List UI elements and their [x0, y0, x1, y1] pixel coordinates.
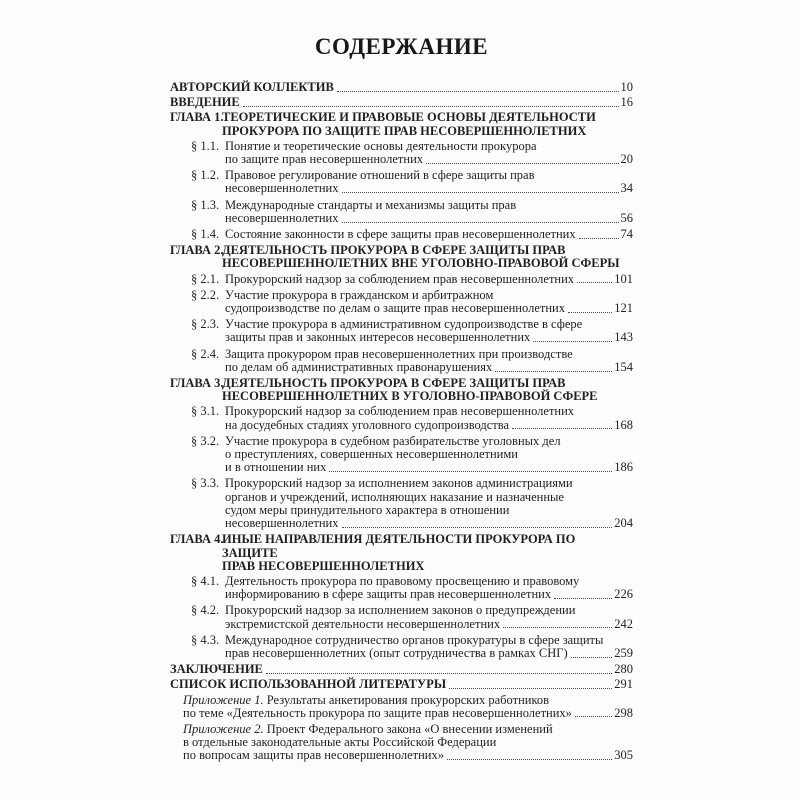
dot-leader: [577, 282, 612, 283]
entry-line: Участие прокурора в административном судопроизводстве в сфере: [225, 317, 583, 332]
dot-leader: [568, 312, 612, 313]
entry-line: Правовое регулирование отношений в сфере защиты прав: [225, 168, 535, 183]
entry-line: Прокурорский надзор за соблюдением прав несовершеннолетних: [225, 404, 575, 419]
entry-body: [225, 273, 633, 286]
dot-leader: [449, 688, 612, 689]
entry-line: Состояние законности в сфере защиты прав несовершеннолетних 74: [225, 227, 633, 242]
entry-line: Защита прокурором прав несовершеннолетних при производстве: [225, 346, 573, 361]
page-number: 168: [614, 417, 633, 432]
entry-line: по делам об административных правонарушениях 154: [225, 359, 633, 374]
entry-label: § 2.1.: [191, 271, 220, 286]
page-number: 259: [614, 645, 633, 660]
entry-line: СПИСОК ИСПОЛЬЗОВАННОЙ ЛИТЕРАТУРЫ 291: [170, 677, 633, 692]
entry-line: Деятельность прокурора по правовому просвещению и правовому: [225, 573, 580, 588]
page-number: 20: [620, 152, 633, 167]
entry-line: Участие прокурора в судебном разбирательстве уголовных дел: [225, 433, 561, 448]
dot-leader: [329, 471, 612, 472]
entry-label: § 2.3.: [191, 317, 220, 332]
entry-body: [225, 199, 633, 225]
entry-body: [183, 723, 633, 763]
entry-line: на досудебных стадиях уголовного судопроизводства 168: [225, 417, 633, 432]
entry-label: ГЛАВА 3.: [170, 376, 224, 391]
entry-body: [170, 663, 633, 676]
toc-entry: [191, 575, 633, 601]
toc-entry: [191, 169, 633, 195]
entry-line: о преступлениях, совершенных несовершеннолетними: [225, 447, 518, 462]
dot-leader: [571, 657, 613, 658]
toc-entry: [191, 477, 633, 530]
appendix-label: Приложение 1.: [183, 692, 267, 707]
dot-leader: [512, 428, 612, 429]
dot-leader: [575, 716, 612, 717]
entry-label: § 1.1.: [191, 138, 220, 153]
toc-entry: [170, 533, 633, 573]
page-number: 204: [614, 516, 633, 531]
page-number: 291: [614, 677, 633, 692]
entry-body: [225, 435, 633, 475]
toc-entry: [191, 318, 633, 344]
toc-entry: [191, 228, 633, 241]
entry-line: ЗАКЛЮЧЕНИЕ 280: [170, 662, 633, 677]
entry-body: [222, 377, 633, 403]
entry-line: ВВЕДЕНИЕ 16: [170, 95, 633, 110]
entry-label: § 4.2.: [191, 603, 220, 618]
entry-body: [225, 289, 633, 315]
entry-line: НЕСОВЕРШЕННОЛЕТНИХ В УГОЛОВНО-ПРАВОВОЙ СФЕРЕ: [222, 389, 598, 404]
entry-body: [225, 405, 633, 431]
entry-line: несовершеннолетних 34: [225, 181, 633, 196]
entry-label: § 1.4.: [191, 227, 220, 242]
entry-body: [222, 111, 633, 137]
entry-body: [225, 634, 633, 660]
entry-line: прав несовершеннолетних (опыт сотрудничества в рамках СНГ) 259: [225, 645, 633, 660]
dot-leader: [266, 673, 612, 674]
toc-entry: [170, 111, 633, 137]
toc-entry: [170, 377, 633, 403]
toc-entry: [191, 634, 633, 660]
page-number: 226: [614, 587, 633, 602]
toc-entry: [191, 604, 633, 630]
entry-label: § 1.2.: [191, 168, 220, 183]
page-number: 186: [614, 460, 633, 475]
entry-body: [225, 318, 633, 344]
toc-entry: [191, 273, 633, 286]
entry-line: Прокурорский надзор за соблюдением прав несовершеннолетних 101: [225, 271, 633, 286]
entry-line: Международное сотрудничество органов прокуратуры в сфере защиты: [225, 632, 604, 647]
entry-line: ПРОКУРОРА ПО ЗАЩИТЕ ПРАВ НЕСОВЕРШЕННОЛЕТНИХ: [222, 123, 587, 138]
entry-line: Понятие и теоретические основы деятельности прокурора: [225, 138, 537, 153]
entry-label: § 4.3.: [191, 632, 220, 647]
entry-line: НЕСОВЕРШЕННОЛЕТНИХ ВНЕ УГОЛОВНО-ПРАВОВОЙ СФЕРЫ: [222, 256, 620, 271]
toc-entry: [170, 244, 633, 270]
entry-body: [225, 348, 633, 374]
page-number: 298: [614, 705, 633, 720]
dot-leader: [342, 192, 619, 193]
page-number: 101: [614, 271, 633, 286]
entry-body: [225, 169, 633, 195]
page-number: 280: [614, 662, 633, 677]
entry-label: § 3.1.: [191, 404, 220, 419]
page-number: 121: [614, 301, 633, 316]
toc-entry: [183, 694, 633, 720]
toc-entry: [191, 140, 633, 166]
entry-body: [222, 244, 633, 270]
toc-entry: [191, 405, 633, 431]
entry-line: и в отношении них 186: [225, 460, 633, 475]
entry-label: § 3.2.: [191, 433, 220, 448]
entry-line: в отдельные законодательные акты Российской Федерации: [183, 735, 497, 750]
dot-leader: [342, 222, 619, 223]
entry-line: ТЕОРЕТИЧЕСКИЕ И ПРАВОВЫЕ ОСНОВЫ ДЕЯТЕЛЬНОСТИ: [222, 110, 596, 125]
toc-list: [170, 81, 633, 763]
toc-content: [170, 34, 633, 766]
entry-line: ПРАВ НЕСОВЕРШЕННОЛЕТНИХ: [222, 558, 425, 573]
page-number: 242: [614, 616, 633, 631]
entry-line: информированию в сфере защиты прав несовершеннолетних 226: [225, 587, 633, 602]
entry-body: [225, 575, 633, 601]
page-number: 305: [614, 748, 633, 763]
dot-leader: [426, 163, 618, 164]
appendix-label: Приложение 2.: [183, 721, 267, 736]
entry-line: органов и учреждений, исполняющих наказание и назначенные: [225, 489, 564, 504]
entry-body: [170, 81, 633, 94]
entry-line: по вопросам защиты прав несовершеннолетних» 305: [183, 748, 633, 763]
entry-label: § 3.3.: [191, 476, 220, 491]
entry-line: несовершеннолетних 56: [225, 210, 633, 225]
entry-line: несовершеннолетних 204: [225, 516, 633, 531]
entry-body: [225, 228, 633, 241]
toc-entry: [191, 199, 633, 225]
toc-entry: [170, 96, 633, 109]
entry-line: судопроизводстве по делам о защите прав несовершеннолетних 121: [225, 301, 633, 316]
dot-leader: [533, 341, 612, 342]
entry-label: § 1.3.: [191, 197, 220, 212]
entry-label: ГЛАВА 2.: [170, 243, 224, 258]
dot-leader: [495, 371, 612, 372]
entry-label: § 4.1.: [191, 573, 220, 588]
dot-leader: [342, 527, 613, 528]
entry-line: судом меры принудительного характера в отношении: [225, 502, 510, 517]
entry-label: ГЛАВА 4.: [170, 532, 224, 547]
page-number: 34: [620, 181, 633, 196]
entry-line: ИНЫЕ НАПРАВЛЕНИЯ ДЕЯТЕЛЬНОСТИ ПРОКУРОРА ПО ЗАЩИТЕ: [222, 532, 576, 560]
entry-label: § 2.2.: [191, 287, 220, 302]
entry-line: по теме «Деятельность прокурора по защите прав несовершеннолетних» 298: [183, 705, 633, 720]
page-number: 16: [620, 95, 633, 110]
page-title: СОДЕРЖАНИЕ: [314, 34, 489, 59]
entry-line: Прокурорский надзор за исполнением законов о предупреждении: [225, 603, 576, 618]
page-number: 143: [614, 330, 633, 345]
dot-leader: [337, 91, 619, 92]
entry-label: § 2.4.: [191, 346, 220, 361]
toc-entry: [191, 348, 633, 374]
entry-body: [170, 678, 633, 691]
entry-line: АВТОРСКИЙ КОЛЛЕКТИВ 10: [170, 80, 633, 94]
page-number: 10: [620, 80, 633, 94]
dot-leader: [243, 106, 619, 107]
entry-line: Участие прокурора в гражданском и арбитражном: [225, 287, 494, 302]
entry-body: [222, 533, 633, 573]
toc-entry: [170, 81, 633, 94]
page-number: 74: [620, 227, 633, 242]
dot-leader: [447, 759, 612, 760]
entry-line: ДЕЯТЕЛЬНОСТЬ ПРОКУРОРА В СФЕРЕ ЗАЩИТЫ ПРАВ: [222, 376, 566, 391]
entry-label: ГЛАВА 1.: [170, 110, 224, 125]
entry-body: [183, 694, 633, 720]
entry-body: [225, 604, 633, 630]
toc-entry: [170, 663, 633, 676]
entry-line: экстремистской деятельности несовершеннолетних 242: [225, 616, 633, 631]
entry-line: Международные стандарты и механизмы защиты прав: [225, 197, 517, 212]
dot-leader: [554, 598, 612, 599]
entry-body: [225, 477, 633, 530]
toc-entry: [183, 723, 633, 763]
entry-line: ДЕЯТЕЛЬНОСТЬ ПРОКУРОРА В СФЕРЕ ЗАЩИТЫ ПРАВ: [222, 243, 566, 258]
page-number: 154: [614, 359, 633, 374]
entry-line: защиты прав и законных интересов несовершеннолетних 143: [225, 330, 633, 345]
entry-line: Прокурорский надзор за исполнением законов администрациями: [225, 476, 573, 491]
entry-line: Приложение 2. Проект Федерального закона «О внесении изменений: [183, 721, 553, 736]
page-number: 56: [620, 210, 633, 225]
entry-body: [225, 140, 633, 166]
toc-entry: [170, 678, 633, 691]
dot-leader: [579, 238, 619, 239]
entry-line: по защите прав несовершеннолетних 20: [225, 152, 633, 167]
entry-body: [170, 96, 633, 109]
entry-line: Приложение 1. Результаты анкетирования прокурорских работников: [183, 692, 550, 707]
toc-entry: [191, 435, 633, 475]
toc-entry: [191, 289, 633, 315]
dot-leader: [503, 627, 612, 628]
